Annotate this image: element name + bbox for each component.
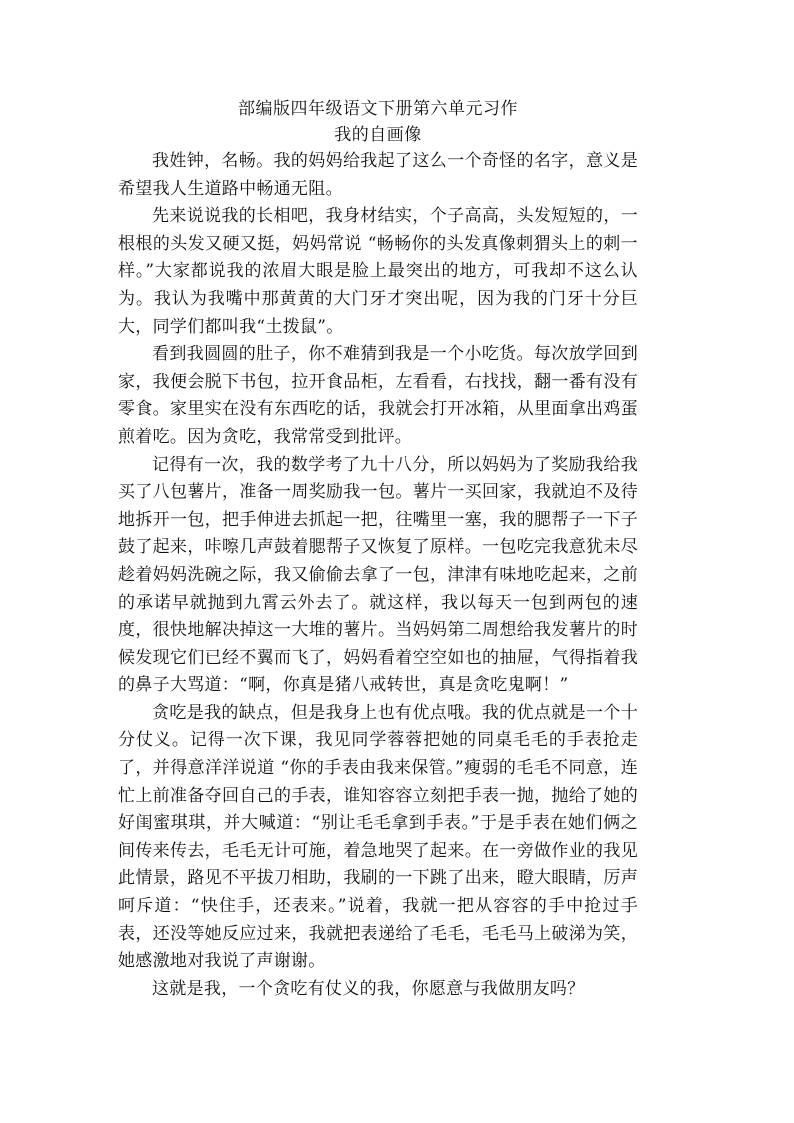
document-title: 部编版四年级语文下册第六单元习作	[238, 99, 518, 119]
paragraph-1: 我姓钟，名畅。我的妈妈给我起了这么一个奇怪的名字，意义是希望我人生道路中畅通无阻。	[118, 151, 638, 199]
paragraph-2: 先来说说我的长相吧，我身材结实，个子高高，头发短短的，一根根的头发又硬又挺，妈妈常说 “畅畅你的头发真像刺猬头上的刺一样。”大家都说我的浓眉大眼是脸上最突出的地方，可我却不这么认为。我认为我嘴中那黄黄的大门牙才突出呢，因为我的门牙十分巨大，同学们都叫我“土拨鼠”。	[118, 206, 638, 337]
paragraph-3: 看到我圆圆的肚子，你不难猜到我是一个小吃货。每次放学回到家，我便会脱下书包，拉开食品柜，左看看，右找找，翻一番有没有零食。家里实在没有东西吃的话，我就会打开冰箱，从里面拿出鸡蛋煎着吃。因为贪吃，我常常受到批评。	[118, 344, 638, 447]
paragraph-6: 这就是我，一个贪吃有仗义的我，你愿意与我做朋友吗？	[152, 978, 585, 999]
document-subtitle: 我的自画像	[334, 125, 422, 145]
paragraph-4: 记得有一次，我的数学考了九十八分，所以妈妈为了奖励我给我买了八包薯片，准备一周奖励我一包。薯片一买回家，我就迫不及待地拆开一包，把手伸进去抓起一把，往嘴里一塞，我的腮帮子一下子鼓了起来，咔嚓几声鼓着腮帮子又恢复了原样。一包吃完我意犹未尽趁着妈妈洗碗之际，我又偷偷去拿了一包，津津有味地吃起来，之前的承诺早就抛到九霄云外去了。就这样，我以每天一包到两包的速度，很快地解决掉这一大堆的薯片。当妈妈第二周想给我发薯片的时候发现它们已经不翼而飞了，妈妈看着空空如也的抽屉，气得指着我的鼻子大骂道：“啊，你真是猪八戒转世，真是贪吃鬼啊！”	[118, 454, 638, 696]
document-page	[118, 96, 638, 1003]
paragraph-5: 贪吃是我的缺点，但是我身上也有优点哦。我的优点就是一个十分仗义。记得一次下课，我见同学蓉蓉把她的同桌毛毛的手表抢走了，并得意洋洋说道 “你的手表由我来保管。”瘦弱的毛毛不同意，连忙上前准备夺回自己的手表，谁知容容立刻把手表一抛，抛给了她的好闺蜜琪琪，并大喊道：“别让毛毛拿到手表。”于是手表在她们俩之间传来传去，毛毛无计可施，着急地哭了起来。在一旁做作业的我见此情景，路见不平拔刀相助，我刷的一下跳了出来，瞪大眼睛，厉声呵斥道：“快住手，还表来。”说着，我就一把从容容的手中抢过手表，还没等她反应过来，我就把表递给了毛毛，毛毛马上破涕为笑，她感激地对我说了声谢谢。	[118, 702, 638, 972]
